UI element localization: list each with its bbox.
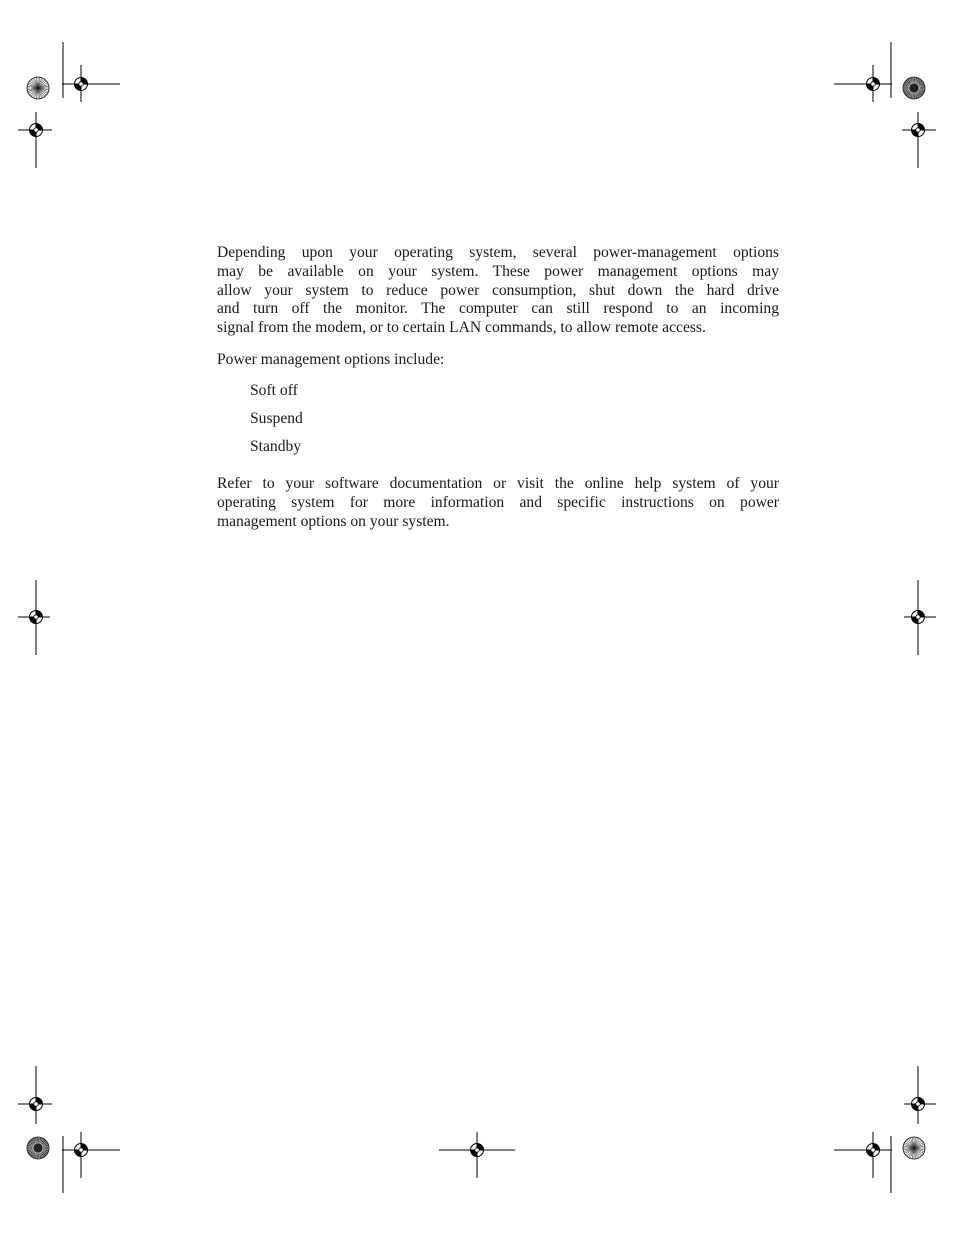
intro-paragraph (217, 244, 779, 338)
list-item-standby: Standby (250, 438, 302, 455)
text-line: operating system for more information and specific instructions on power (217, 493, 779, 511)
starburst-icon (27, 1137, 49, 1159)
registration-target-icon (912, 1098, 925, 1111)
starburst-icon (27, 77, 49, 99)
text-line: Refer to your software documentation or visit the online help system of your (217, 475, 779, 492)
list-item-soft-off: Soft off (250, 382, 298, 399)
text-line: Depending upon your operating system, several power-management options (217, 244, 779, 261)
registration-target-icon (30, 124, 43, 137)
registration-target-icon (30, 611, 43, 624)
text-line: Power management options include: (217, 351, 445, 368)
text-line: management options on your system. (217, 512, 450, 530)
list-item-suspend: Suspend (250, 410, 303, 427)
registration-target-icon (75, 1144, 88, 1157)
options-intro (217, 351, 779, 370)
crop-mark-bottom-right (834, 1066, 936, 1193)
registration-target-icon (471, 1144, 484, 1157)
text-line: may be available on your system. These power management options may (217, 262, 779, 280)
registration-target-icon (912, 124, 925, 137)
reference-paragraph (217, 475, 779, 531)
text-line: signal from the modem, or to certain LAN commands, to allow remote access. (217, 319, 706, 337)
starburst-icon (903, 77, 925, 99)
registration-target-icon (30, 1098, 43, 1111)
registration-target-icon (75, 78, 88, 91)
crop-mark-top-right (834, 42, 936, 168)
crop-mark-top-left (18, 42, 120, 168)
registration-target-icon (867, 78, 880, 91)
registration-target-icon (867, 1144, 880, 1157)
text-line: and turn off the monitor. The computer can still respond to an incoming (217, 300, 779, 318)
registration-target-icon (912, 611, 925, 624)
starburst-icon (903, 1137, 925, 1159)
text-line: allow your system to reduce power consumption, shut down the hard drive (217, 281, 779, 299)
crop-mark-bottom-left (18, 1066, 120, 1193)
